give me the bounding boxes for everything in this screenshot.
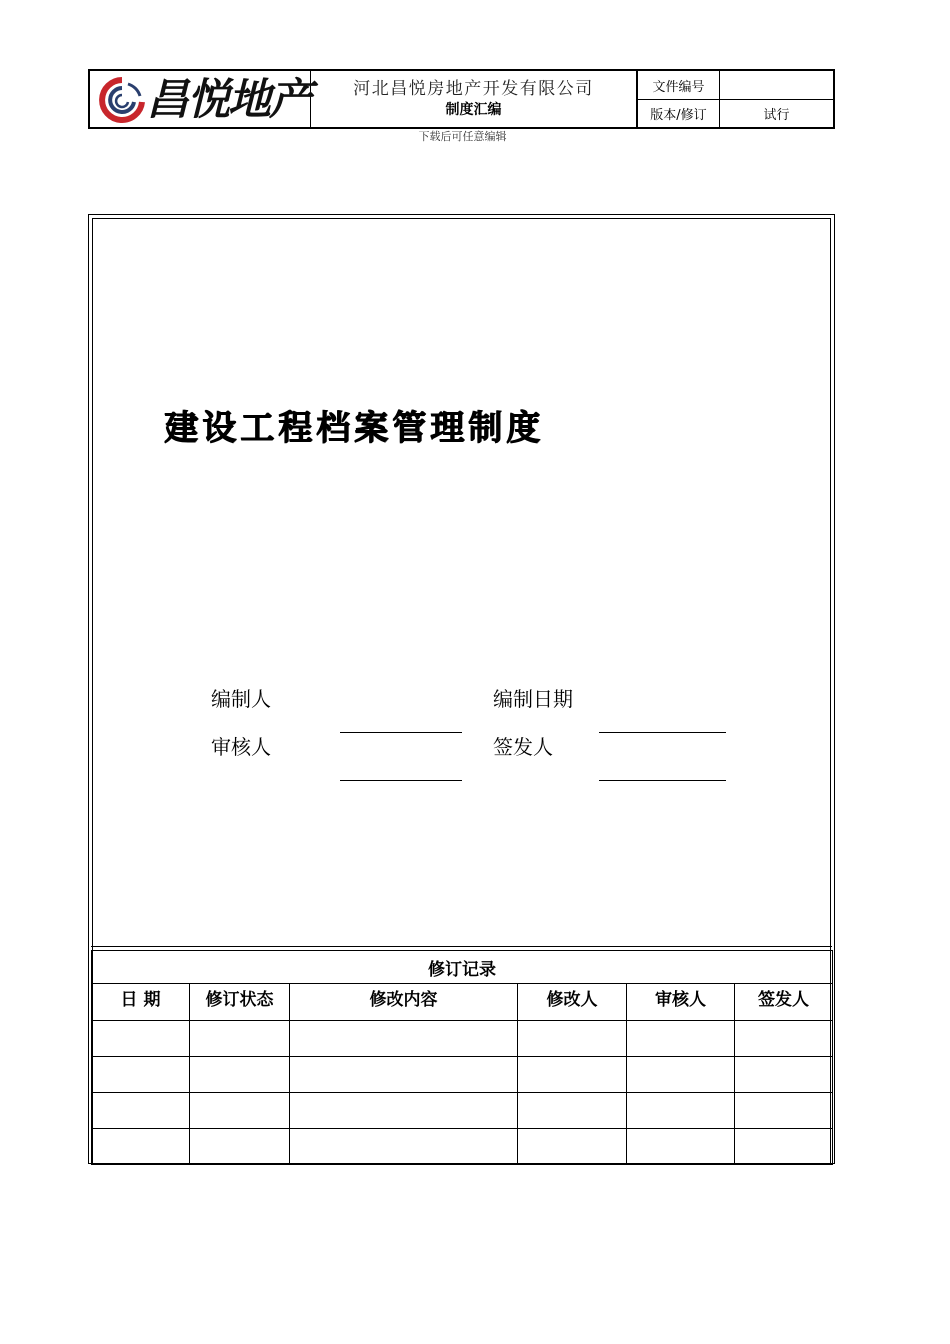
- table-cell: [735, 1129, 833, 1165]
- table-cell: [290, 1093, 518, 1129]
- table-row: [92, 1021, 833, 1057]
- table-cell: [518, 1093, 627, 1129]
- reviewer-label: 审核人: [211, 735, 271, 759]
- version-label: 版本/修订: [638, 100, 720, 127]
- revision-title: 修订记录: [92, 951, 833, 984]
- table-cell: [518, 1129, 627, 1165]
- table-cell: [290, 1057, 518, 1093]
- table-cell: [92, 1129, 190, 1165]
- revision-header-row: [92, 984, 833, 1021]
- table-cell: [735, 1021, 833, 1057]
- col-reviewer: 审核人: [627, 984, 735, 1021]
- issuer-signature-line: [599, 780, 726, 781]
- table-cell: [518, 1057, 627, 1093]
- document-title: 建设工程档案管理制度: [164, 408, 544, 448]
- table-row: [92, 1093, 833, 1129]
- col-content: 修改内容: [290, 984, 518, 1021]
- revision-record: [91, 946, 832, 1163]
- document-header: [88, 69, 835, 129]
- company-name: 河北昌悦房地产开发有限公司: [353, 79, 594, 99]
- table-cell: [92, 1057, 190, 1093]
- revision-table: [91, 950, 833, 1165]
- logo-swirl-icon: [98, 76, 146, 124]
- file-number-label: 文件编号: [638, 71, 720, 100]
- table-row: [92, 1129, 833, 1165]
- col-status: 修订状态: [190, 984, 290, 1021]
- company-logo: [90, 71, 311, 127]
- table-cell: [190, 1093, 290, 1129]
- table-cell: [190, 1129, 290, 1165]
- table-cell: [735, 1057, 833, 1093]
- table-cell: [92, 1093, 190, 1129]
- file-number-value: [720, 71, 833, 100]
- table-cell: [290, 1129, 518, 1165]
- table-cell: [190, 1057, 290, 1093]
- table-cell: [627, 1129, 735, 1165]
- table-cell: [735, 1093, 833, 1129]
- issuer-label: 签发人: [493, 735, 553, 759]
- header-meta-grid: [638, 71, 833, 127]
- reviewer-signature-line: [340, 780, 462, 781]
- col-modifier: 修改人: [518, 984, 627, 1021]
- edit-note: 下载后可任意编辑: [418, 130, 507, 143]
- header-title-cell: [311, 71, 638, 127]
- table-cell: [627, 1057, 735, 1093]
- table-row: [92, 1057, 833, 1093]
- table-cell: [92, 1021, 190, 1057]
- logo-text: 昌悦地产: [146, 75, 310, 125]
- header-subtitle: 制度汇编: [445, 102, 502, 118]
- table-cell: [627, 1021, 735, 1057]
- edit-date-label: 编制日期: [493, 687, 573, 711]
- edit-date-line: [599, 732, 726, 733]
- table-cell: [290, 1021, 518, 1057]
- table-cell: [518, 1021, 627, 1057]
- editor-label: 编制人: [211, 687, 271, 711]
- table-cell: [627, 1093, 735, 1129]
- table-cell: [190, 1021, 290, 1057]
- col-date: 日 期: [92, 984, 190, 1021]
- col-issuer: 签发人: [735, 984, 833, 1021]
- version-value: 试行: [763, 108, 790, 123]
- editor-signature-line: [340, 732, 462, 733]
